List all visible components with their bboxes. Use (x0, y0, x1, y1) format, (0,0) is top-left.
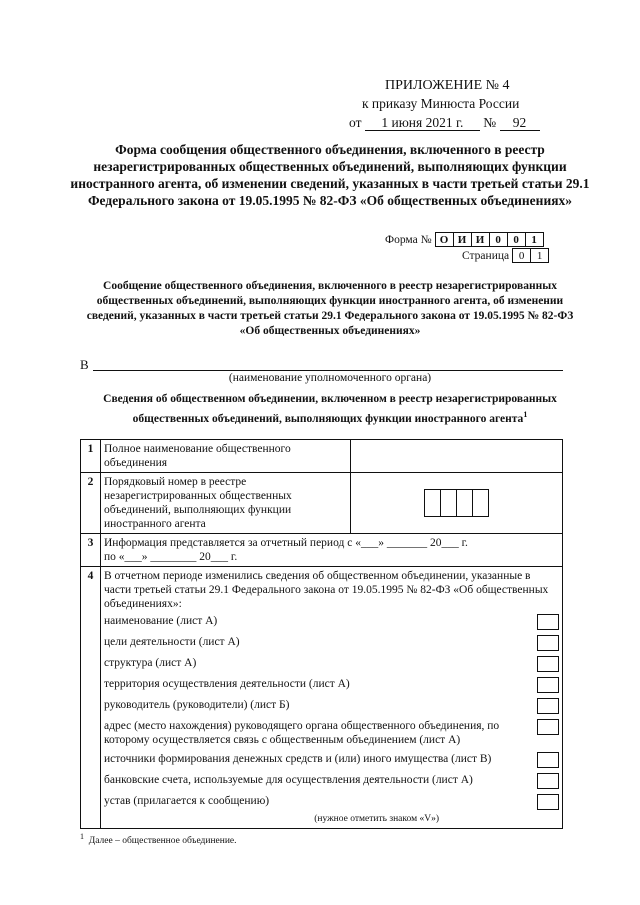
date-prefix: от (349, 115, 362, 130)
row-label: Порядковый номер в реестре незарегистрированных общественных объединений, выполняющих функции иностранного агента (101, 473, 351, 534)
form-number-cell: 0 (507, 232, 526, 247)
digit-box[interactable] (456, 489, 473, 517)
checklist-item (104, 773, 559, 789)
number-prefix: № (483, 115, 497, 130)
checkbox[interactable] (537, 635, 559, 651)
form-number-label: Форма № (385, 233, 432, 246)
checklist-label: цели деятельности (лист А) (104, 636, 240, 648)
addressee-field[interactable] (93, 370, 563, 371)
period-from[interactable]: Информация представляется за отчетный период с «___» _______ 20___ г. (104, 537, 468, 549)
form-number-cell: И (453, 232, 472, 247)
form-number-cell: И (471, 232, 490, 247)
period-to[interactable]: по «___» ________ 20___ г. (104, 551, 238, 563)
row-label: Полное наименование общественного объединения (101, 440, 351, 473)
changes-section (101, 567, 563, 829)
reporting-period (101, 534, 563, 567)
checklist-item (104, 656, 559, 672)
checklist-note: (нужное отметить знаком «V») (314, 814, 439, 824)
form-number-cell: О (435, 232, 454, 247)
footnote-divider (80, 828, 310, 829)
checkbox[interactable] (537, 752, 559, 768)
message-title: Сообщение общественного объединения, включенного в реестр незарегистрированных общественных объединений, выполняющих функции иностранного агента, об изменении сведений, указанных в части третьей статьи 29.1 Федерального закона от 19.05.1995 № 82-ФЗ «Об общественных объединениях» (86, 280, 574, 337)
checkbox[interactable] (537, 614, 559, 630)
checklist-item (104, 719, 559, 747)
footnote (80, 832, 237, 846)
checkbox[interactable] (537, 719, 559, 735)
order-date-line (349, 115, 540, 131)
appendix-label: ПРИЛОЖЕНИЕ № 4 (385, 78, 510, 93)
digit-box[interactable] (472, 489, 489, 517)
row-number: 3 (81, 534, 101, 567)
table-row (81, 440, 563, 473)
page-number-cell: 1 (530, 248, 549, 263)
order-label: к приказу Минюста России (362, 96, 520, 111)
checklist-label: руководитель (руководители) (лист Б) (104, 699, 290, 711)
page-number (462, 248, 549, 263)
checkbox[interactable] (537, 698, 559, 714)
page-number-cell: 0 (512, 248, 531, 263)
checklist-item (104, 635, 559, 651)
checklist-item (104, 794, 559, 810)
checklist-label: устав (прилагается к сообщению) (104, 795, 270, 807)
form-number (385, 232, 544, 247)
addressee-caption: (наименование уполномоченного органа) (228, 372, 432, 384)
checklist-label: источники формирования денежных средств и (или) иного имущества (лист В) (104, 753, 492, 765)
checklist-label: банковские счета, используемые для осуществления деятельности (лист А) (104, 774, 473, 786)
info-heading (80, 392, 580, 427)
digit-box[interactable] (440, 489, 457, 517)
registry-number-field[interactable] (351, 473, 563, 534)
addressee-prefix: В (80, 357, 89, 372)
full-name-field[interactable] (351, 440, 563, 473)
info-heading-text: Сведения об общественном объединении, включенном в реестр незарегистрированных общественных объединений, выполняющих функции иностранного агента (103, 393, 557, 425)
form-number-cell: 1 (525, 232, 544, 247)
info-table (80, 439, 563, 829)
table-row (81, 567, 563, 829)
checklist-label: наименование (лист А) (104, 615, 218, 627)
form-number-cell: 0 (489, 232, 508, 247)
order-number: 92 (500, 116, 540, 131)
changes-intro: В отчетном периоде изменились сведения об общественном объединении, указанные в части третьей статьи 29.1 Федерального закона от 19.05.1995 № 82-ФЗ «Об общественных объединениях»: (104, 570, 549, 610)
footnote-text: Далее – общественное объединение. (88, 836, 237, 847)
checklist-label: территория осуществления деятельности (лист А) (104, 678, 350, 690)
row-number: 1 (81, 440, 101, 473)
table-row (81, 534, 563, 567)
page-number-label: Страница (462, 249, 510, 262)
checkbox[interactable] (537, 677, 559, 693)
checkbox[interactable] (537, 656, 559, 672)
checkbox[interactable] (537, 773, 559, 789)
checklist-item (104, 677, 559, 693)
checklist-item (104, 614, 559, 630)
checklist-item (104, 698, 559, 714)
footnote-mark: 1 (80, 832, 84, 841)
checklist-item (104, 752, 559, 768)
table-row (81, 473, 563, 534)
checkbox[interactable] (537, 794, 559, 810)
digit-box[interactable] (424, 489, 441, 517)
form-title: Форма сообщения общественного объединения, включенного в реестр незарегистрированных общественных объединений, выполняющих функции иностранного агента, об изменении сведений, указанных в части третьей статьи 29.1 Федерального закона от 19.05.1995 № 82-ФЗ «Об общественных объединениях» (70, 142, 590, 208)
footnote-ref: 1 (523, 410, 528, 419)
checklist-label: адрес (место нахождения) руководящего органа общественного объединения, по которому осуществляется связь с общественным объединением (лист А) (104, 720, 500, 746)
row-number: 4 (81, 567, 101, 829)
row-number: 2 (81, 473, 101, 534)
checklist-label: структура (лист А) (104, 657, 197, 669)
order-date: 1 июня 2021 г. (365, 116, 480, 131)
